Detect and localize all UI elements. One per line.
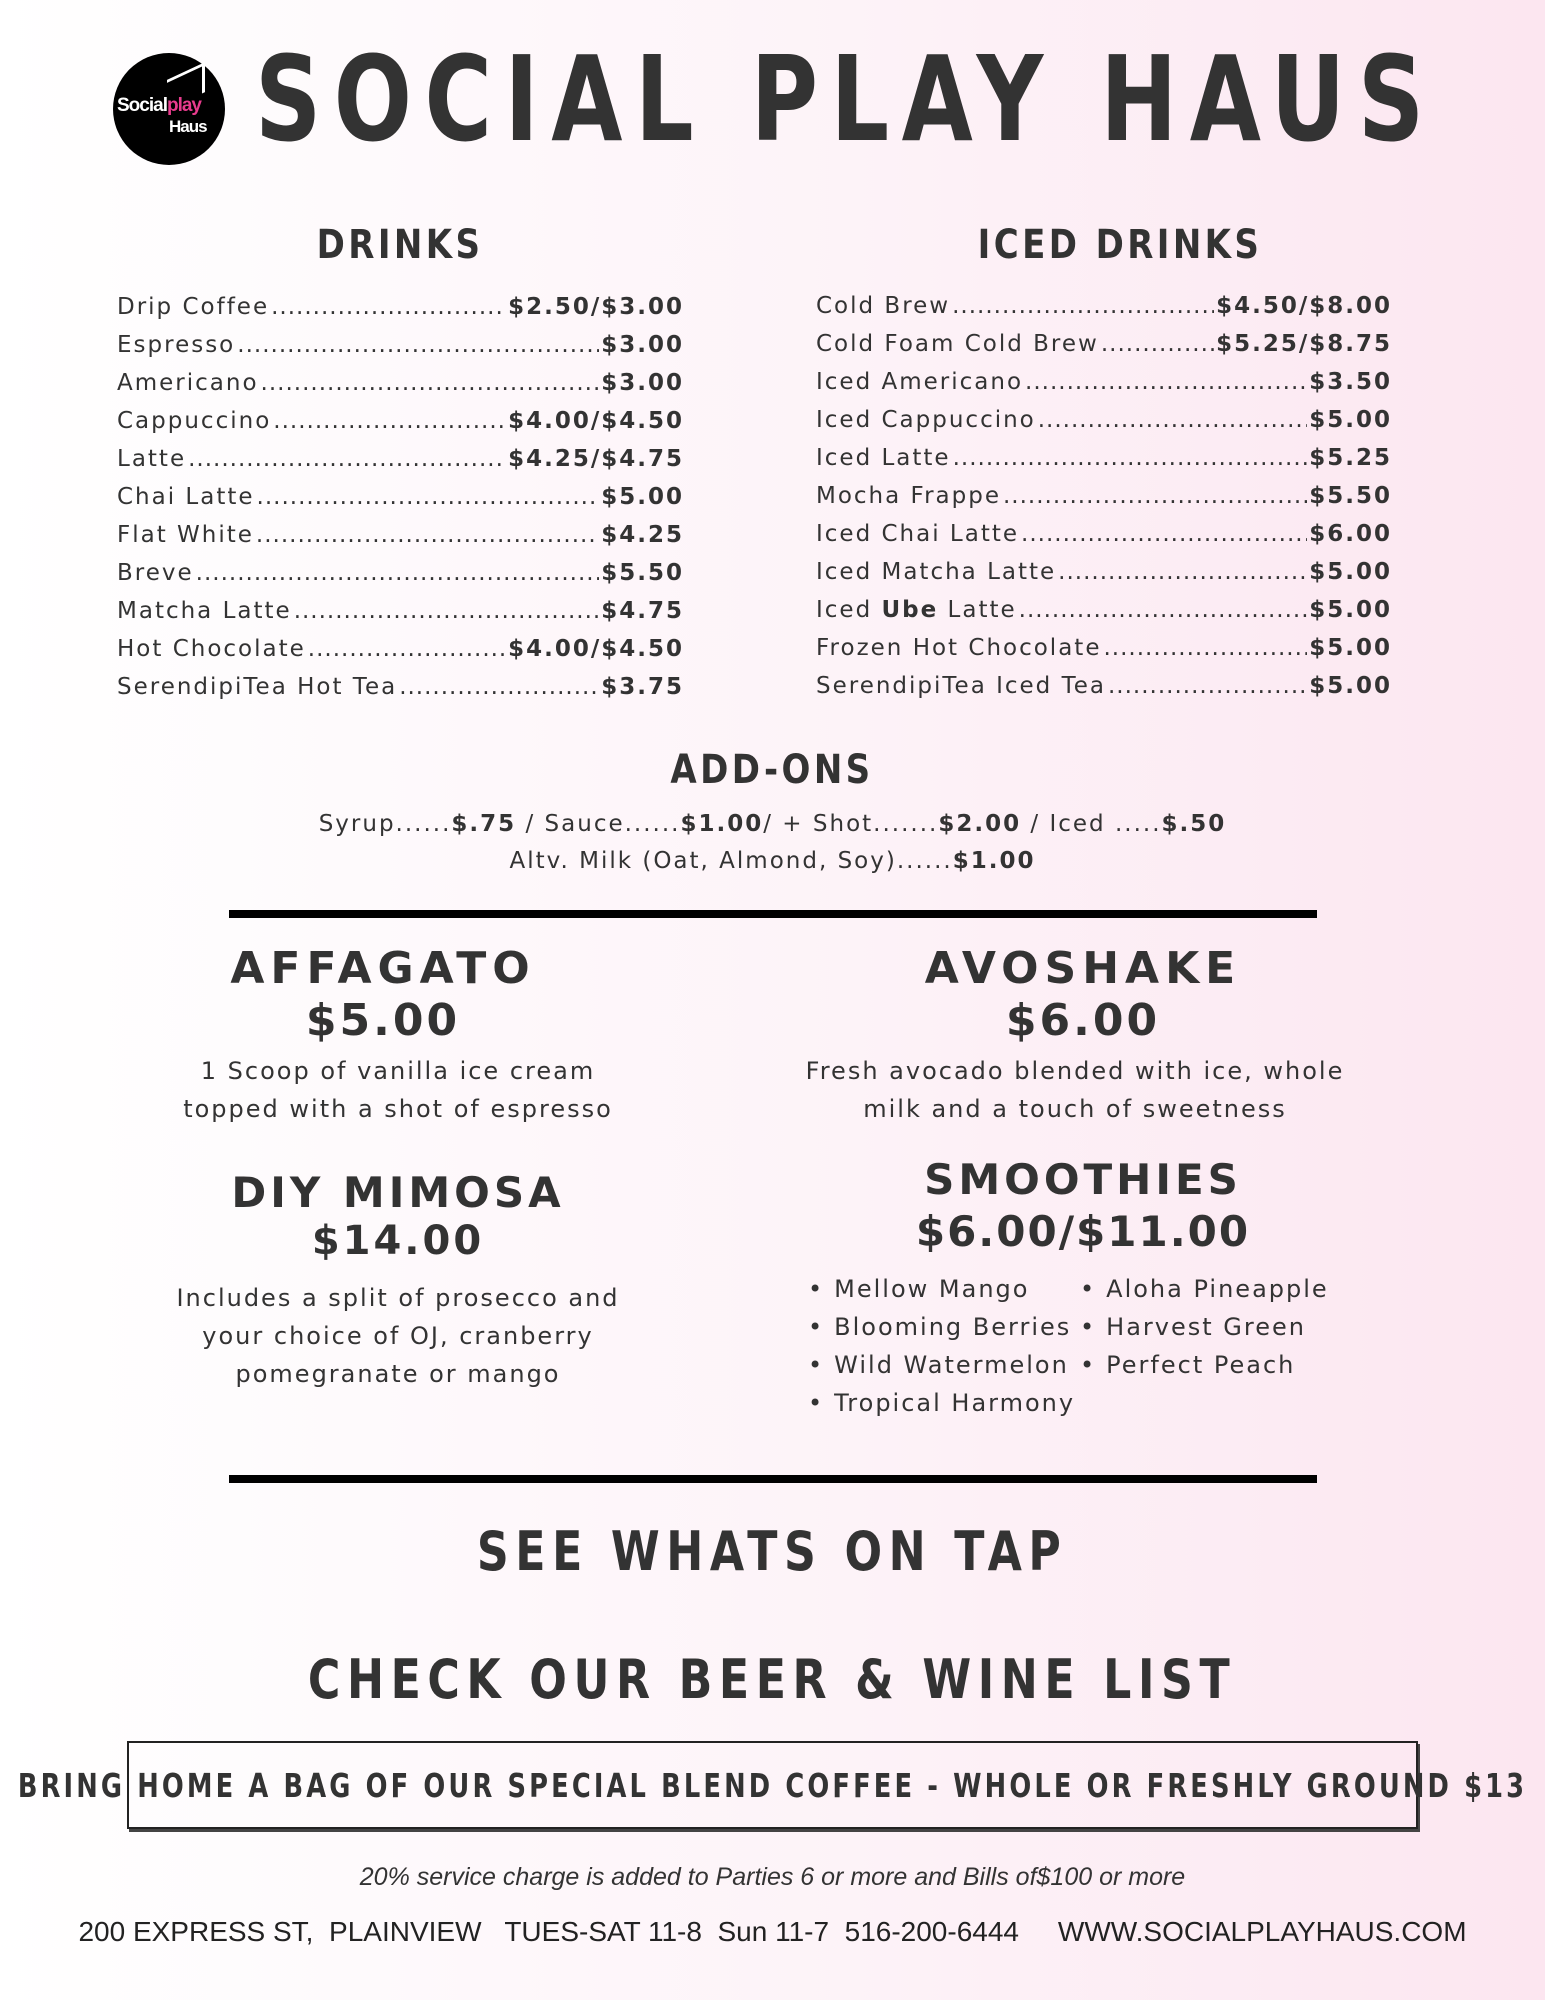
drinks-item: [117, 522, 684, 560]
beer-wine-line: CHECK OUR BEER & WINE LIST: [308, 1648, 1237, 1711]
smoothies-list-right: [1080, 1275, 1329, 1389]
mimosa-price: $14.00: [311, 1218, 485, 1264]
iced_drinks-item: [816, 521, 1392, 559]
drinks-item: [117, 636, 684, 674]
leader-dots: [1038, 407, 1307, 433]
syrup-price: $.75: [451, 811, 517, 837]
drinks-item-name: Latte: [117, 446, 187, 472]
iced_drinks-item-price: $5.00: [1309, 407, 1392, 433]
drinks-list: [117, 294, 684, 712]
promo-box: [17, 1741, 1528, 1829]
drinks-item-name: Hot Chocolate: [117, 636, 306, 662]
logo-play-text: play: [166, 95, 202, 116]
drinks-item-price: $3.75: [601, 674, 684, 700]
drinks-item-name: Chai Latte: [117, 484, 255, 510]
leader-dots: [1103, 635, 1307, 661]
iced_drinks-item-price: $5.50: [1309, 483, 1392, 509]
addons-line-2: [0, 848, 1545, 874]
iced_drinks-item-price: $5.00: [1309, 635, 1392, 661]
smoothie-flavor: • Aloha Pineapple: [1080, 1275, 1329, 1313]
iced_drinks-item: [816, 293, 1392, 331]
iced_drinks-item-name: Mocha Frappe: [816, 483, 1001, 509]
leader-dots: [1058, 559, 1307, 585]
leader-dots: [1021, 521, 1307, 547]
iced_drinks-item-price: $5.00: [1309, 597, 1392, 623]
leader-dots: [1108, 673, 1307, 699]
leader-dots: [256, 522, 599, 548]
drinks-item-name: Flat White: [117, 522, 254, 548]
iced_drinks-item: [816, 635, 1392, 673]
iced_drinks-item-name: Iced Chai Latte: [816, 521, 1020, 547]
iced_drinks-item-price: $5.00: [1309, 673, 1392, 699]
drinks-item: [117, 598, 684, 636]
drinks-item-price: $3.00: [601, 332, 684, 358]
iced_drinks-item-price: $6.00: [1309, 521, 1392, 547]
smoothies-price: $6.00/$11.00: [915, 1207, 1251, 1256]
iced_drinks-item-name: Iced Americano: [816, 369, 1024, 395]
shot-label: / + Shot.......: [763, 811, 939, 837]
iced_drinks-item: [816, 597, 1392, 635]
milk-price: $1.00: [952, 848, 1036, 874]
divider-bottom: [229, 1475, 1317, 1483]
iced_drinks-item-name: Frozen Hot Chocolate: [816, 635, 1102, 661]
drinks-item: [117, 370, 684, 408]
drinks-item: [117, 484, 684, 522]
service-charge-note: 20% service charge is added to Parties 6 or more and Bills of$100 or more: [359, 1863, 1186, 1891]
tap-line: SEE WHATS ON TAP: [477, 1520, 1068, 1583]
logo-text: Socialplay: [117, 95, 202, 116]
drinks-item-price: $4.25/$4.75: [508, 446, 684, 472]
iced_drinks-item-name: Iced Latte: [816, 445, 951, 471]
drinks-item: [117, 294, 684, 332]
shot-price: $2.00: [938, 811, 1022, 837]
iced-drinks-heading: ICED DRINKS: [977, 222, 1263, 268]
promo-text: BRING HOME A BAG OF OUR SPECIAL BLEND COFFEE - WHOLE OR FRESHLY GROUND $13: [17, 1765, 1528, 1805]
leader-dots: [399, 674, 599, 700]
iced_drinks-item-price: $5.25: [1309, 445, 1392, 471]
iced_drinks-item-price: $3.50: [1309, 369, 1392, 395]
leader-dots: [257, 484, 600, 510]
logo: [113, 53, 225, 165]
leader-dots: [953, 445, 1308, 471]
smoothies-list-left: [808, 1275, 1075, 1427]
leader-dots: [271, 294, 506, 320]
iced-label: / Iced .....: [1021, 811, 1162, 837]
leader-dots: [188, 446, 506, 472]
drinks-item: [117, 446, 684, 484]
iced_drinks-item-price: $5.00: [1309, 559, 1392, 585]
drinks-item-name: Cappuccino: [117, 408, 272, 434]
leader-dots: [1025, 369, 1307, 395]
affagato-description: 1 Scoop of vanilla ice cream topped with a shot of espresso: [183, 1057, 613, 1123]
leader-dots: [1101, 331, 1214, 357]
drinks-item-name: Espresso: [117, 332, 236, 358]
smoothie-flavor: • Harvest Green: [1080, 1313, 1329, 1351]
iced_drinks-item: [816, 483, 1392, 521]
drinks-item-price: $4.00/$4.50: [508, 636, 684, 662]
affagato-title: AFFAGATO: [230, 943, 536, 994]
drinks-item-price: $3.00: [601, 370, 684, 396]
iced-price: $.50: [1161, 811, 1227, 837]
drinks-heading: DRINKS: [316, 222, 484, 268]
syrup-label: Syrup......: [318, 811, 452, 837]
iced_drinks-item-name: Iced Matcha Latte: [816, 559, 1057, 585]
footer-contact: 200 EXPRESS ST, PLAINVIEW TUES-SAT 11-8 Sun 11-7 516-200-6444 WWW.SOCIALPLAYHAUS.COM: [78, 1916, 1467, 1947]
drinks-item-price: $5.50: [601, 560, 684, 586]
drinks-item: [117, 332, 684, 370]
smoothie-flavor: • Wild Watermelon: [808, 1351, 1075, 1389]
page-title: SOCIAL PLAY HAUS: [255, 30, 1437, 168]
smoothie-flavor: • Tropical Harmony: [808, 1389, 1075, 1427]
avoshake-description: Fresh avocado blended with ice, whole milk and a touch of sweetness: [805, 1057, 1345, 1123]
drinks-item: [117, 408, 684, 446]
iced_drinks-item: [816, 673, 1392, 711]
drinks-item-price: $4.75: [601, 598, 684, 624]
drinks-item-name: Drip Coffee: [117, 294, 270, 320]
smoothie-flavor: • Mellow Mango: [808, 1275, 1075, 1313]
leader-dots: [1003, 483, 1307, 509]
iced_drinks-item-name: Cold Brew: [816, 293, 951, 319]
drinks-item-name: SerendipiTea Hot Tea: [117, 674, 398, 700]
smoothies-title: SMOOTHIES: [924, 1155, 1242, 1204]
drinks-item: [117, 560, 684, 598]
leader-dots: [196, 560, 600, 586]
iced_drinks-item-price: $5.25/$8.75: [1216, 331, 1392, 357]
affagato-price: $5.00: [305, 995, 461, 1046]
divider-top: [229, 910, 1317, 918]
iced_drinks-item-name: Iced Cappuccino: [816, 407, 1036, 433]
leader-dots: [308, 636, 506, 662]
avoshake-title: AVOSHAKE: [924, 943, 1242, 994]
drinks-item-name: Matcha Latte: [117, 598, 292, 624]
iced_drinks-item-price: $4.50/$8.00: [1216, 293, 1392, 319]
smoothie-flavor: • Blooming Berries: [808, 1313, 1075, 1351]
leader-dots: [294, 598, 600, 624]
drinks-item: [117, 674, 684, 712]
leader-dots: [1019, 597, 1308, 623]
addons-heading: ADD-ONS: [670, 747, 874, 793]
drinks-item-name: Breve: [117, 560, 194, 586]
logo-haus-text: Haus: [169, 117, 207, 136]
iced_drinks-item: [816, 559, 1392, 597]
iced_drinks-item: [816, 445, 1392, 483]
leader-dots: [273, 408, 506, 434]
iced_drinks-item: [816, 369, 1392, 407]
drinks-item-price: $4.00/$4.50: [508, 408, 684, 434]
sauce-label: / Sauce......: [516, 811, 681, 837]
milk-label: Altv. Milk (Oat, Almond, Soy)......: [509, 848, 953, 874]
iced_drinks-item: [816, 331, 1392, 369]
smoothie-flavor: • Perfect Peach: [1080, 1351, 1329, 1389]
mimosa-title: DIY MIMOSA: [231, 1168, 565, 1217]
mimosa-description: Includes a split of prosecco and your choice of OJ, cranberry pomegranate or mango: [176, 1284, 620, 1388]
addons-line-1: [0, 811, 1545, 837]
avoshake-price: $6.00: [1005, 995, 1161, 1046]
iced_drinks-item-name: Cold Foam Cold Brew: [816, 331, 1099, 357]
leader-dots: [952, 293, 1214, 319]
drinks-item-price: $4.25: [601, 522, 684, 548]
drinks-item-price: $2.50/$3.00: [508, 294, 684, 320]
iced_drinks-item-name: Iced Ube Latte: [816, 597, 1017, 623]
iced-drinks-list: [816, 293, 1392, 711]
drinks-item-price: $5.00: [601, 484, 684, 510]
iced_drinks-item: [816, 407, 1392, 445]
sauce-price: $1.00: [680, 811, 764, 837]
leader-dots: [237, 332, 599, 358]
drinks-item-name: Americano: [117, 370, 259, 396]
iced_drinks-item-name: SerendipiTea Iced Tea: [816, 673, 1106, 699]
leader-dots: [261, 370, 600, 396]
